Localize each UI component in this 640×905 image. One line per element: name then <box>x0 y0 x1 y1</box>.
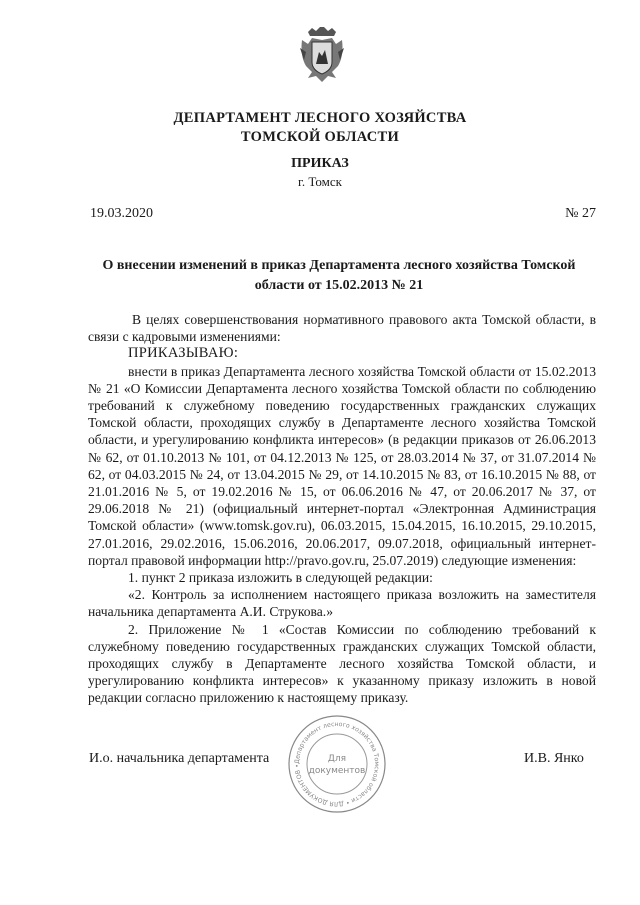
stamp-center-line2: документов <box>308 766 366 776</box>
stamp-ring-text: Департамент лесного хозяйства Томской области • ДЛЯ ДОКУМЕНТОВ • <box>293 720 381 808</box>
preamble-paragraph: В целях совершенствования нормативного правового акта Томской области, в связи с кадровыми изменениями: <box>88 312 596 345</box>
city: г. Томск <box>298 174 342 189</box>
document-body <box>88 311 596 707</box>
item-1: 1. пункт 2 приказа изложить в следующей редакции: <box>128 570 433 586</box>
document-date: 19.03.2020 <box>90 206 153 221</box>
item-2: 2. Приложение № 1 «Состав Комиссии по соблюдению требований к служебному поведению государственных гражданских служащих Томской области, проходящих службу в Департаменте лесного хозяйства Томской области, и урегулированию конфликта интересов» к указанному приказу изложить в новой редакции согласно приложению к настоящему приказу. <box>88 621 596 706</box>
department-name-line2: ТОМСКОЙ ОБЛАСТИ <box>240 129 400 145</box>
stamp-center-line1: Для <box>327 754 347 764</box>
signatory-name: И.В. Янко <box>524 751 584 766</box>
document-type-title: ПРИКАЗ <box>291 156 349 171</box>
coat-of-arms-emblem <box>298 26 346 86</box>
item-1-quote: «2. Контроль за исполнением настоящего приказа возложить на заместителя начальника департамента А.И. Струкова.» <box>88 587 596 620</box>
document-number: № 27 <box>565 206 596 221</box>
order-word: ПРИКАЗЫВАЮ: <box>128 345 239 362</box>
department-name-line1: ДЕПАРТАМЕНТ ЛЕСНОГО ХОЗЯЙСТВА <box>173 110 467 126</box>
document-subject: О внесении изменений в приказ Департамента лесного хозяйства Томской области от 15.02.2013 № 21 <box>102 258 576 293</box>
document-stamp <box>286 713 388 815</box>
main-paragraph: внести в приказ Департамента лесного хозяйства Томской области от 15.02.2013 № 21 «О Комиссии Департамента лесного хозяйства Томской области по соблюдению требований к служебному поведению государственных гражданских служащих Томской области, проходящих службу в Департаменте лесного хозяйства Томской области, и урегулированию конфликта интересов» (в редакции приказов от 26.06.2013 № 62, от 01.10.2013 № 101, от 04.12.2013 № 125, от 28.03.2014 № 37, от 31.07.2014 № 62, от 04.03.2015 № 24, от 13.04.2015 № 29, от 14.10.2015 № 83, от 16.10.2015 № 88, от 21.01.2016 № 5, от 19.02.2016 № 15, от 06.06.2016 № 47, от 20.06.2017 № 37, от 29.06.2018 № 21) (официальный интернет-портал «Электронная Администрация Томской области» (www.tomsk.gov.ru), 06.03.2015, 15.04.2015, 16.10.2015, 29.10.2015, 27.01.2016, 29.02.2016, 15.06.2016, 20.06.2017, 09.07.2018, официальный интернет-портал правовой информации http://pravo.gov.ru, 25.07.2019) следующие изменения: <box>88 363 596 568</box>
signatory-position: И.о. начальника департамента <box>89 751 270 766</box>
